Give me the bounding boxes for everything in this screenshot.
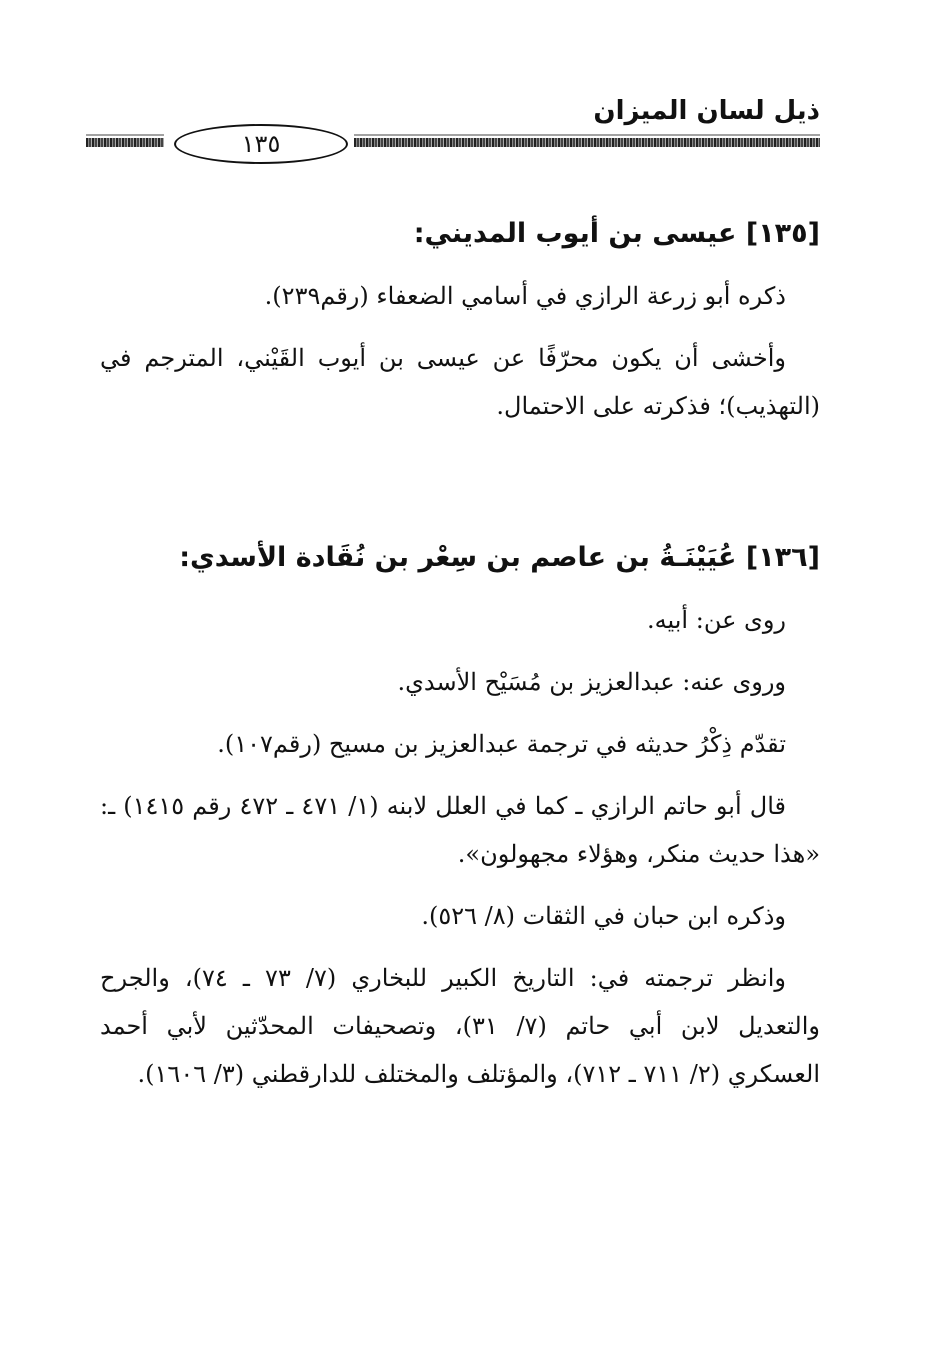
entry-paragraph: وانظر ترجمته في: التاريخ الكبير للبخاري (٧/ ٧٣ ـ ٧٤)، والجرح والتعديل لابن أبي حاتم (٧/ ٣١)، وتصحيفات المحدّثين لأبي أحمد العسكري (٢/ ٧١١ ـ ٧١٢)، والمؤتلف والمختلف للدارقطني (٣/ ١٦٠٦). [100, 964, 820, 1088]
entry-paragraph: وروى عنه: عبدالعزيز بن مُسَيْح الأسدي. [397, 668, 786, 696]
entry-135 [100, 214, 820, 430]
entry-paragraph: روى عن: أبيه. [647, 606, 786, 634]
entry-paragraph: تقدّم ذِكْرُ حديثه في ترجمة عبدالعزيز بن مسيح (رقم١٠٧). [217, 730, 786, 758]
entry-heading: [١٣٦] عُيَيْنَـةُ بن عاصم بن سِعْر بن نُقَادة الأسدي: [179, 542, 820, 573]
header-rule-left [86, 138, 164, 147]
page-body [100, 214, 820, 1098]
entry-heading: [١٣٥] عيسى بن أيوب المديني: [413, 218, 820, 249]
entry-136 [100, 538, 820, 1098]
entry-paragraph: ذكره أبو زرعة الرازي في أسامي الضعفاء (رقم٢٣٩). [264, 282, 786, 310]
entry-paragraph: وذكره ابن حبان في الثقات (٨/ ٥٢٦). [421, 902, 786, 930]
page-number: ١٣٥ [174, 124, 348, 164]
entry-paragraph: قال أبو حاتم الرازي ـ كما في العلل لابنه (١/ ٤٧١ ـ ٤٧٢ رقم ١٤١٥) ـ: «هذا حديث منكر، وهؤلاء مجهولون». [100, 792, 820, 868]
header-rule-right [354, 138, 820, 147]
entry-paragraph: وأخشى أن يكون محرّفًا عن عيسى بن أيوب القَيْني، المترجم في (التهذيب)؛ فذكرته على الاحتمال. [100, 344, 820, 420]
book-title: ذيل لسان الميزان [593, 96, 820, 126]
page-header [86, 96, 820, 166]
